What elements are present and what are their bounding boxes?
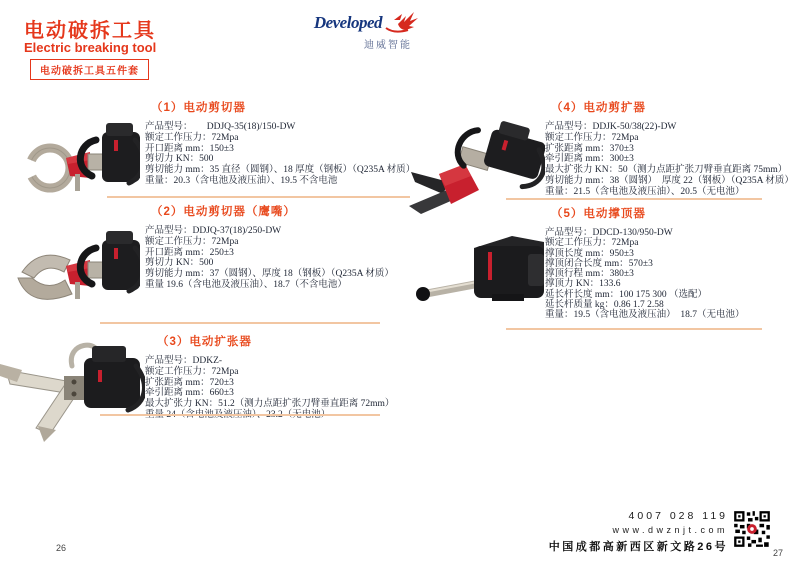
section-divider (506, 328, 762, 330)
product-section-2 (145, 203, 415, 291)
spec-row: 重量：19.5（含电池及液压油） 18.7（无电池） (545, 310, 745, 321)
company-address: 中国成都高新西区新文路26号 (548, 541, 728, 553)
spec-row: 产品型号：DDJK-50/38(22)-DW (545, 122, 677, 132)
spec-row: 撑顶长度 mm：950±3 (545, 248, 634, 259)
section-divider (100, 414, 380, 416)
spec-row: 产品型号： DDJQ-35(18)/150-DW (145, 122, 296, 132)
spec-row: 延长杆长度 mm：100 175 300 （选配） (545, 289, 708, 300)
spec-row: 开口距离 mm：150±3 (145, 143, 234, 154)
page-title-cn: 电动破拆工具 (24, 20, 156, 42)
section-divider (506, 198, 762, 200)
spec-row: 剪切力 KN：500 (145, 154, 214, 165)
spec-row: 剪切力 KN：500 (145, 258, 214, 269)
product-image-combi-tool (405, 108, 545, 238)
spec-row: 延长杆质量 kg：0.86 1.7 2.58 (545, 300, 664, 311)
spec-row: 最大扩张力 KN：51.2（测力点距扩张刀臂垂直距离 72mm） (145, 399, 395, 410)
spec-row: 重量 19.6（含电池及液压油）、18.7（不含电池） (145, 279, 347, 290)
product-section-5 (545, 205, 795, 321)
section-title: （2）电动剪切器（鹰嘴） (151, 206, 296, 218)
product-section-4 (545, 99, 795, 198)
spec-row: 额定工作压力：72Mpa (145, 132, 239, 143)
website-url: www.dwznjt.com (612, 525, 728, 535)
page-number-right: 27 (773, 548, 784, 558)
brand-name: Developed (313, 13, 382, 32)
spec-row: 开口距离 mm：250±3 (145, 247, 234, 258)
product-image-cutter-eagle-beak (8, 214, 140, 312)
spec-row: 产品型号：DDCD-130/950-DW (545, 228, 673, 238)
spec-row: 额定工作压力：72Mpa (145, 236, 239, 247)
spec-row: 剪切能力 mm：37（圆钢）、厚度 18（钢板）（Q235A 材质） (145, 269, 394, 280)
spec-row: 额定工作压力：72Mpa (545, 132, 639, 143)
spec-row: 额定工作压力：72Mpa (145, 366, 239, 377)
spec-row: 剪切能力 mm：35 直径（圆钢）、18 厚度（钢板）（Q235A 材质） (145, 165, 416, 176)
product-section-3 (145, 333, 425, 421)
spec-row: 扩张距离 mm：720±3 (145, 377, 234, 388)
brand-logo (300, 8, 418, 51)
phoenix-logo-icon (384, 8, 418, 38)
page-title-en: Electric breaking tool (24, 40, 157, 55)
spec-row: 最大扩张力 KN：50（测力点距扩张刀臂垂直距离 75mm） (545, 165, 788, 176)
page-number-left: 26 (56, 543, 67, 553)
qr-code-image (733, 510, 771, 548)
contact-block (549, 510, 728, 554)
spec-list (545, 122, 795, 198)
product-image-cutter (8, 110, 140, 202)
spec-row: 重量：20.3（含电池及液压油）、19.5 不含电池 (145, 175, 338, 186)
product-section-1 (145, 99, 415, 187)
spec-list (545, 228, 795, 321)
section-title: （1）电动剪切器 (151, 102, 246, 114)
spec-row: 额定工作压力：72Mpa (545, 238, 639, 249)
spec-row: 扩张距离 mm：370±3 (545, 143, 634, 154)
spec-row: 产品型号：DDKZ- (145, 356, 223, 366)
spec-list (145, 226, 415, 291)
spec-row: 撑顶行程 mm：380±3 (545, 269, 634, 280)
spec-row: 牵引距离 mm：660±3 (145, 388, 234, 399)
section-title: （4）电动剪扩器 (551, 102, 646, 114)
section-title: （3）电动扩张器 (157, 336, 252, 348)
spec-row: 产品型号：DDJQ-37(18)/250-DW (145, 226, 282, 236)
spec-row: 剪切能力 mm：38（圆钢） 厚度 22（钢板）（Q235A 材质） (545, 175, 794, 186)
series-badge: 电动破拆工具五件套 (30, 59, 149, 80)
section-divider (100, 322, 380, 324)
spec-list (145, 122, 415, 187)
section-title: （5）电动撑顶器 (551, 208, 646, 220)
spec-list (145, 356, 425, 421)
phone-number: 4007 028 119 (628, 510, 728, 522)
spec-row: 牵引距离 mm：300±3 (545, 154, 634, 165)
spec-row: 撑顶力 KN：133.6 (545, 279, 621, 290)
section-divider (107, 196, 410, 198)
product-image-ram (412, 228, 547, 313)
product-image-spreader (0, 328, 145, 442)
brand-name-cn: 迪威智能 (364, 40, 412, 51)
spec-row: 重量：21.5（含电池及液压油）、20.5（无电池） (545, 186, 745, 197)
spec-row: 撑顶闭合长度 mm：570±3 (545, 258, 653, 269)
